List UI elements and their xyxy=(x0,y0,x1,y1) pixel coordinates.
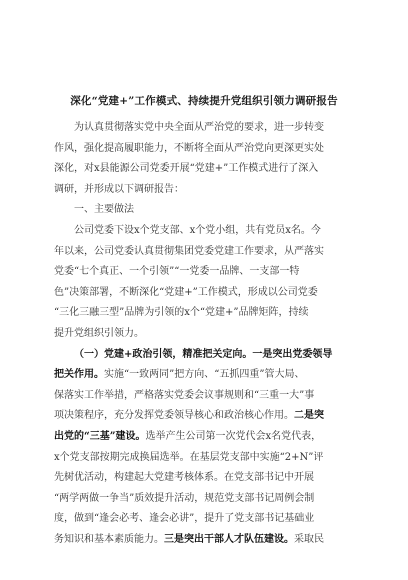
text-line: 保落实工作举措，严格落实党委会议事规则和“三重一大”事 xyxy=(54,389,315,401)
point-two-lead-end: 出党的“三基”建设。 xyxy=(54,430,146,442)
text-line: 提升党组织引领力。 xyxy=(54,327,144,339)
text-line: 先树优活动，构建起大党建考核体系。在党支部书记中开展 xyxy=(54,472,314,484)
text-line: 公司党委下设x个党支部、x个党小组，共有党员x名。今 xyxy=(74,224,321,236)
text-line: x个党支部按期完成换届选举。在基层党支部中实施“2+N”评 xyxy=(54,451,324,463)
point-one-lead-end: 把关作用。 xyxy=(54,369,104,381)
text-line: 为认真贯彻落实党中央全面从严治党的要求，进一步转变 xyxy=(74,122,324,133)
text-line: 年以来，公司党委认真贯彻集团党委党建工作要求，从严落实 xyxy=(54,245,324,257)
text-run: 采取民 xyxy=(294,533,324,545)
text-line: “三化三融三型”品牌为引领的x个“党建+”品牌矩阵，持续 xyxy=(54,307,309,319)
text-run: 实施“一致两同”把方向、“五抓四重”管大局、 xyxy=(104,369,305,381)
text-line: 深化，对x县能源公司党委开展“党建+”工作模式进行了深入 xyxy=(54,163,319,175)
text-line: “两学两做一争当”质效提升活动，规范党支部书记周例会制 xyxy=(54,492,315,504)
text-line: 党委“七个真正、一个引领”“一党委一品牌、一支部一特 xyxy=(54,266,300,278)
section-heading: 一、主要做法 xyxy=(74,204,134,216)
point-one-lead: （一）党建+政治引领，精准把关定向。一是突出党委领导 xyxy=(74,348,333,360)
text-run: 项决策程序，充分发挥党委领导核心和政治核心作用。 xyxy=(54,410,294,422)
section-continuation xyxy=(54,242,354,345)
text-run: 务知识和基本素质能力。 xyxy=(54,533,164,545)
intro-continuation xyxy=(54,139,354,201)
document-title: 深化“党建+”工作模式、持续提升党组织引领力调研报告 xyxy=(70,95,338,107)
text-line: 作风，强化提高履职能力，不断将全面从严治党向更深更实处 xyxy=(54,142,324,154)
point-one-paragraph xyxy=(54,345,354,366)
text-line: 色”决策部署，不断深化“党建+”工作模式，形成以公司党委 xyxy=(54,286,318,298)
point-three-lead: 三是突出干部人才队伍建设。 xyxy=(164,533,294,545)
intro-paragraph xyxy=(54,118,354,139)
point-one-continuation xyxy=(54,365,354,550)
text-run: 选举产生公司第一次党代会x名党代表， xyxy=(145,430,322,442)
document-body xyxy=(54,118,354,550)
point-two-lead: 二是突 xyxy=(294,410,324,422)
text-line: 调研，并形成以下调研报告： xyxy=(54,183,184,195)
section-paragraph xyxy=(54,221,354,242)
text-line: 度，做到“逢会必考、逢会必讲”，提升了党支部书记基础业 xyxy=(54,513,315,525)
